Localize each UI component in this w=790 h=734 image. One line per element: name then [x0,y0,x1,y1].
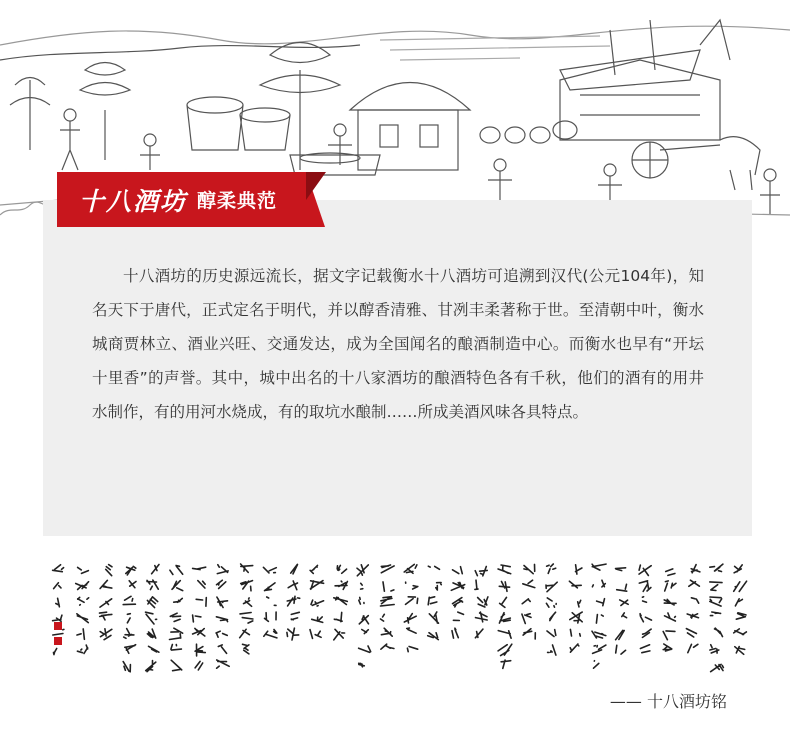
calligraphy-glyph [381,597,395,606]
calligraphy-glyph [244,598,252,606]
calligraphy-glyph [288,581,297,590]
calligraphy-glyph [710,612,720,616]
calligraphy-glyph [359,663,365,667]
calligraphy-glyph [475,629,483,638]
calligraphy-glyph [404,614,416,623]
calligraphy-glyph [501,660,511,668]
calligraphy-glyph [100,599,112,607]
calligraphy-glyph [126,566,136,575]
calligraphy-glyph [711,664,724,671]
calligraphy-glyph [592,631,606,638]
calligraphy-glyph [357,565,368,576]
calligraphy-glyph [267,597,276,605]
calligraphy-glyph [546,582,557,592]
calligraphy-glyph [125,645,136,654]
calligraphy-glyph [76,582,89,590]
calligraphy-glyph [100,580,112,588]
calligraphy-glyph [265,583,276,591]
calligraphy-glyph [78,567,89,573]
title-banner [57,172,277,227]
calligraphy-glyph [622,613,627,618]
calligraphy-glyph [663,631,675,640]
calligraphy-glyph [522,599,530,604]
calligraphy-glyph [129,581,136,588]
calligraphy-glyph [640,614,651,622]
calligraphy-glyph [291,564,298,574]
calligraphy-glyph [524,564,535,573]
calligraphy-glyph [663,644,672,651]
calligraphy-glyph [359,597,364,604]
calligraphy-glyph [100,612,112,620]
calligraphy-glyph [639,581,651,592]
calligraphy-glyph [547,630,556,637]
calligraphy-glyph [639,565,651,575]
calligraphy-glyph [310,565,317,573]
calligraphy-glyph [77,645,87,653]
calligraphy-glyph [640,645,650,653]
calligraphy-glyph [548,645,556,655]
calligraphy-glyph [735,599,742,606]
calligraphy-glyph [475,567,487,576]
calligraphy-glyph [310,581,323,590]
calligraphy-glyph [710,582,722,591]
seal-mark [54,637,62,645]
calligraphy-glyph [664,599,676,605]
calligraphy-glyph [666,569,675,576]
calligraphy-glyph [312,617,323,623]
calligraphy-glyph [217,597,228,607]
calligraphy-glyph [311,600,324,606]
calligraphy-glyph [147,580,158,590]
calligraphy-glyph [170,613,180,621]
calligraphy-glyph [616,568,626,571]
calligraphy-glyph [124,629,134,639]
calligraphy-glyph [594,661,599,669]
calligraphy-glyph [686,629,696,637]
brand-name: 十八酒坊 [79,186,188,216]
calligraphy-glyph [596,615,603,624]
calligraphy-glyph [597,599,605,606]
calligraphy-glyph [287,628,299,640]
calligraphy-glyph [381,565,394,573]
calligraphy-glyph [436,583,442,591]
calligraphy-glyph [171,645,182,651]
calligraphy-glyph [198,581,205,588]
calligraphy-strokes [40,556,752,673]
calligraphy-glyph [570,629,580,636]
calligraphy-glyph [170,566,183,575]
calligraphy-glyph [404,564,417,573]
calligraphy-glyph [310,630,321,639]
calligraphy-glyph [147,629,155,638]
inscription-caption: —— 十八酒坊铭 [609,692,727,711]
calligraphy-glyph [734,581,747,591]
calligraphy-glyph [406,582,418,589]
calligraphy-glyph [78,597,89,605]
calligraphy-glyph [498,565,511,574]
calligraphy-glyph [361,583,363,589]
calligraphy-glyph [170,628,183,639]
calligraphy-glyph [710,564,723,571]
calligraphy-glyph [56,598,60,607]
calligraphy-glyph [53,615,62,621]
calligraphy-glyph [287,596,300,606]
calligraphy-glyph [172,581,183,591]
calligraphy-glyph [665,613,676,621]
seal-mark [54,622,62,630]
brand-slogan: 醇柔典范 [197,190,278,212]
calligraphy-glyph [453,567,463,574]
calligraphy-glyph [407,628,416,633]
calligraphy-glyph [691,565,700,573]
calligraphy-glyph [193,615,201,622]
calligraphy-glyph [359,646,371,652]
calligraphy-glyph [240,629,250,637]
calligraphy-glyph [499,582,509,592]
calligraphy-glyph [523,580,535,587]
calligraphy-glyph [54,583,61,589]
calligraphy-glyph [263,567,276,573]
calligraphy-glyph [334,597,348,604]
calligraphy-glyph [710,645,719,653]
calligraphy-glyph [337,565,346,573]
calligraphy-glyph [335,581,347,589]
calligraphy-glyph [381,614,385,621]
calligraphy-glyph [407,647,417,652]
calligraphy-glyph [547,564,556,573]
calligraphy-glyph [478,597,488,607]
calligraphy-glyph [592,564,606,570]
calligraphy-glyph [77,614,89,623]
calligraphy-glyph [152,565,159,574]
calligraphy-glyph [217,565,228,574]
story-paragraph: 十八酒坊的历史源远流长，据文字记载衡水十八酒坊可追溯到汉代(公元104年)，知名天下于唐代，正式定名于明代，并以醇香清雅、甘冽丰柔著称于世。至清朝中叶，衡水城商贾林立、酒业兴旺、交通发达，成为全国闻名的酿酒制造中心。而衡水也早有“开坛十里香”的声誉。其中，城中出名的十八家酒坊的酿酒特色各有千秋，他们的酒有的用井水制作，有的用河水烧成，有的取坑水酿制……所成美酒风味各具特点。 [92,267,704,421]
calligraphy-glyph [77,629,84,639]
calligraphy-glyph [106,565,112,576]
calligraphy-glyph [578,600,581,607]
calligraphy-glyph [196,598,206,607]
calligraphy-glyph [362,630,369,634]
calligraphy-glyph [734,629,747,635]
calligraphy-glyph [218,645,226,654]
calligraphy-glyph [291,612,299,620]
calligraphy-glyph [240,613,253,624]
calligraphy-glyph [476,612,488,622]
calligraphy-inscription-image [40,556,752,673]
calligraphy-glyph [216,617,227,622]
calligraphy-glyph [522,614,531,624]
calligraphy-glyph [147,597,157,608]
calligraphy-glyph [243,644,249,654]
calligraphy-glyph [570,612,582,623]
calligraphy-glyph [428,566,439,569]
calligraphy-glyph [53,629,64,635]
calligraphy-glyph [429,612,438,623]
calligraphy-glyph [642,597,646,603]
calligraphy-glyph [334,612,342,621]
calligraphy-glyph [499,613,510,623]
calligraphy-glyph [241,581,253,591]
calligraphy-glyph [334,629,345,640]
calligraphy-glyph [123,662,130,672]
calligraphy-glyph [500,597,507,607]
calligraphy-glyph [710,597,722,606]
calligraphy-glyph [475,580,478,589]
calligraphy-glyph [453,612,463,620]
calligraphy-glyph [146,612,157,624]
calligraphy-glyph [171,660,182,671]
calligraphy-glyph [381,628,392,636]
calligraphy-glyph [428,633,439,640]
calligraphy-glyph [359,616,368,624]
calligraphy-glyph [617,584,627,591]
calligraphy-glyph [643,629,652,637]
calligraphy-glyph [687,614,698,618]
calligraphy-glyph [174,598,183,602]
calligraphy-glyph [127,614,130,623]
calligraphy-glyph [216,631,227,637]
calligraphy-glyph [193,567,206,569]
calligraphy-glyph [715,628,723,637]
calligraphy-glyph [691,598,698,603]
calligraphy-glyph [592,580,605,587]
calligraphy-glyph [616,630,625,639]
calligraphy-glyph [428,597,437,605]
calligraphy-glyph [264,630,277,638]
calligraphy-glyph [593,645,606,653]
calligraphy-glyph [546,598,556,607]
calligraphy-glyph [616,645,626,654]
calligraphy-glyph [569,581,581,588]
calligraphy-glyph [453,598,463,607]
calligraphy-glyph [550,612,556,620]
story-text [92,259,704,429]
calligraphy-glyph [217,580,226,588]
calligraphy-glyph [100,629,112,640]
calligraphy-glyph [265,612,277,621]
calligraphy-glyph [665,581,676,591]
calligraphy-glyph [452,628,458,638]
calligraphy-glyph [383,582,394,591]
calligraphy-glyph [576,565,582,574]
calligraphy-glyph [217,660,230,668]
calligraphy-glyph [195,661,203,670]
calligraphy-glyph [54,649,57,655]
calligraphy-glyph [688,644,698,652]
calligraphy-glyph [689,580,700,586]
calligraphy-glyph [241,564,253,572]
calligraphy-glyph [381,644,394,649]
calligraphy-glyph [195,644,205,656]
calligraphy-glyph [498,631,511,639]
calligraphy-glyph [498,644,512,655]
calligraphy-glyph [146,661,156,672]
calligraphy-glyph [406,597,418,605]
calligraphy-glyph [451,582,464,590]
calligraphy-glyph [734,565,742,573]
calligraphy-glyph [123,596,135,604]
calligraphy-glyph [523,629,535,639]
calligraphy-glyph [620,600,629,606]
calligraphy-glyph [735,647,745,655]
calligraphy-glyph [149,646,159,652]
calligraphy-glyph [570,644,579,652]
calligraphy-glyph [53,565,64,572]
calligraphy-glyph [193,628,205,636]
calligraphy-glyph [736,613,746,619]
